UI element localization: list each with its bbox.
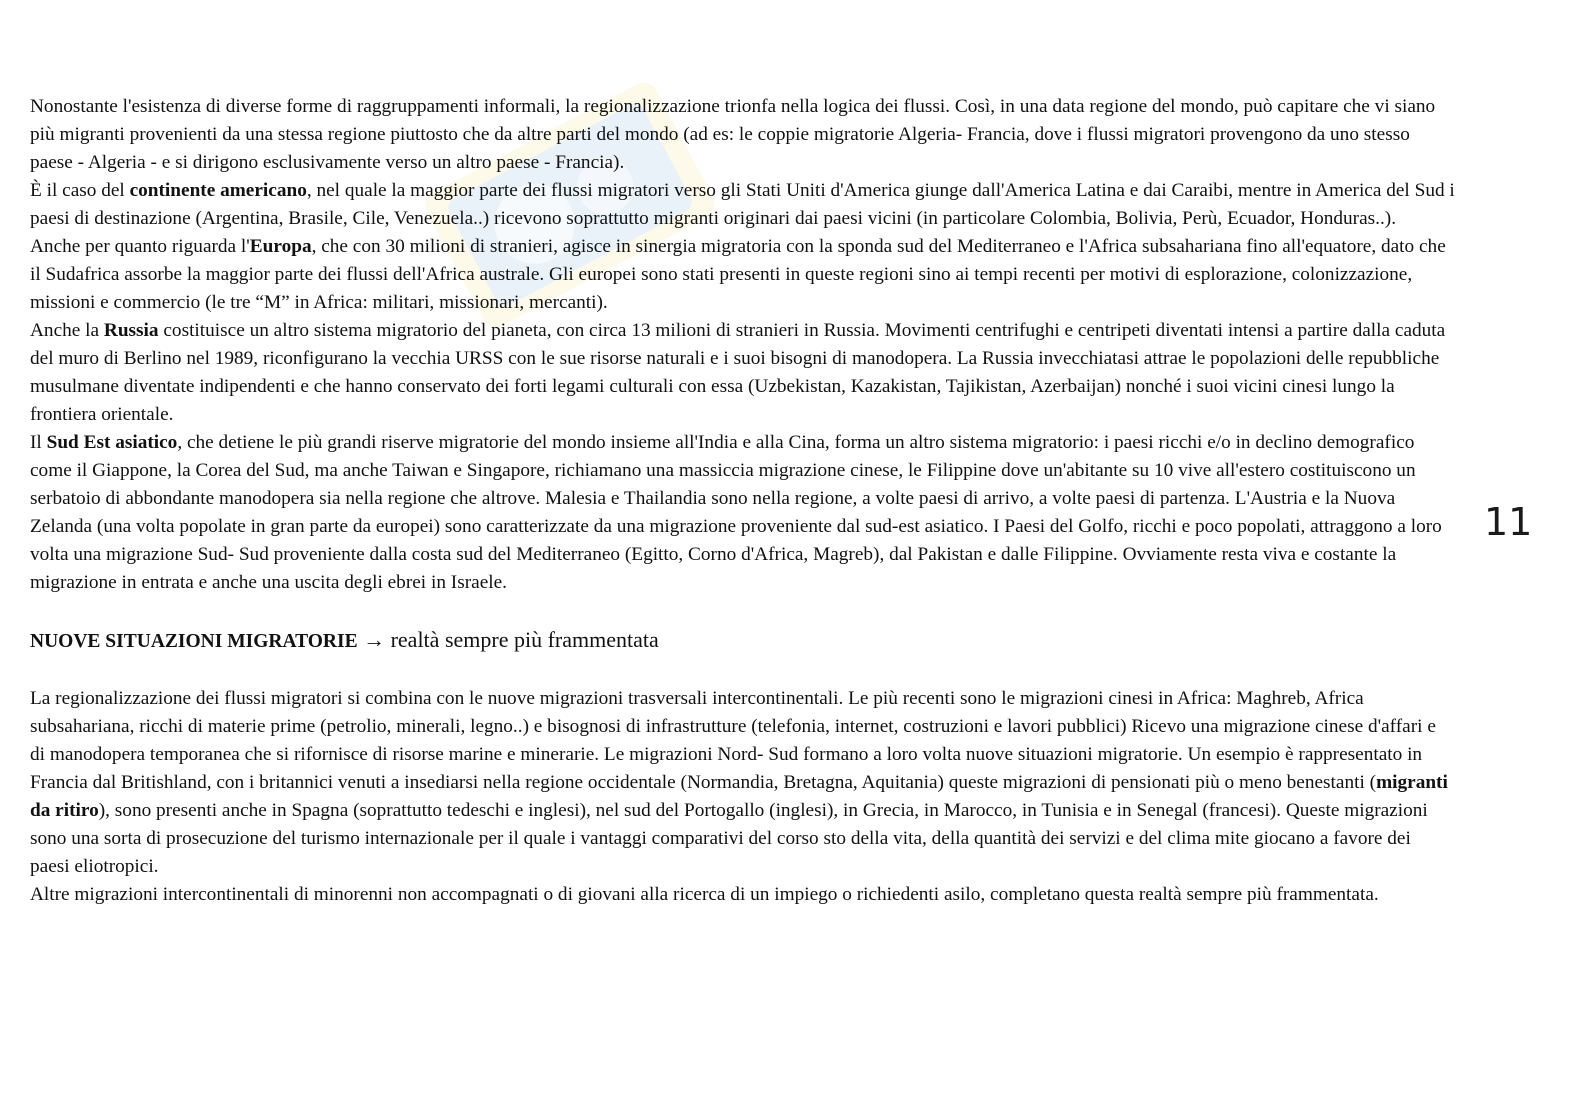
bold-term: Europa: [249, 236, 312, 257]
bold-term: continente americano: [129, 180, 307, 201]
paragraph-russia: Anche la Russia costituisce un altro sistema migratorio del pianeta, con circa 13 milioni di stranieri in Russia. Movimenti centrifughi e centripeti diventati intensi a partire dalla caduta del muro di Berlino nel 1989, riconfigurano la vecchia URSS con le sue risorse naturali e i suoi bisogni di manodopera. La Russia invecchiatasi attrae le popolazioni delle repubbliche musulmane diventate indipendenti e che hanno conservato dei forti legami culturali con essa (Uzbekistan, Kazakistan, Tajikistan, Azerbaijan) nonché i suoi vicini cinesi lungo la frontiera orientale.: [30, 320, 1446, 425]
paragraph-migrazioni-trasversali: La regionalizzazione dei flussi migratori si combina con le nuove migrazioni trasversali intercontinentali. Le più recenti sono le migrazioni cinesi in Africa: Maghreb, Africa subsahariana, ricchi di materie prime (petrolio, minerali, legno..) e bisognosi di infrastrutture (telefonia, internet, costruzioni e lavori pubblici) Ricevo una migrazione cinese d'affari e di manodopera temporanea che si rifornisce di risorse marine e minerarie. Le migrazioni Nord- Sud formano a loro volta nuove situazioni migratorie. Un esempio è rappresentato in Francia dal Britishland, con i britannici venuti a insediarsi nella regione occidentale (Normandia, Bretagna, Aquitania) queste migrazioni di pensionati più o meno benestanti (migranti da ritiro), sono presenti anche in Spagna (soprattutto tedeschi e inglesi), nel sud del Portogallo (inglesi), in Grecia, in Marocco, in Tunisia e in Senegal (francesi). Queste migrazioni sono una sorta di prosecuzione del turismo internazionale per il quale i vantaggi comparativi del corso sto della vita, della quantità dei servizi e del clima mite giocano a favore dei paesi eliotropici.: [30, 688, 1448, 877]
paragraph-minorenni: Altre migrazioni intercontinentali di minorenni non accompagnati o di giovani alla ricerca di un impiego o richiedenti asilo, completano questa realtà sempre più frammentata.: [30, 884, 1379, 905]
section-heading: NUOVE SITUAZIONI MIGRATORIE → realtà sempre più frammentata: [30, 627, 659, 652]
paragraph-sud-est-asiatico: Il Sud Est asiatico, che detiene le più grandi riserve migratorie del mondo insieme all'India e alla Cina, forma un altro sistema migratorio: i paesi ricchi e/o in declino demografico come il Giappone, la Corea del Sud, ma anche Taiwan e Singapore, richiamano una massiccia migrazione cinese, le Filippine dove un'abitante su 10 vive all'estero costituiscono un serbatoio di abbondante manodopera sia nella regione che altrove. Malesia e Thailandia sono nella regione, a volte paesi di arrivo, a volte paesi di partenza. L'Austria e la Nuova Zelanda (una volta popolate in gran parte da europei) sono caratterizzate da una migrazione proveniente dal sud-est asiatico. I Paesi del Golfo, ricchi e poco popolati, attraggono a loro volta una migrazione Sud- Sud proveniente dalla costa sud del Mediterraneo (Egitto, Corno d'Africa, Magreb), dal Pakistan e dalle Filippine. Ovviamente resta viva e costante la migrazione in entrata e anche una uscita degli ebrei in Israele.: [30, 432, 1442, 593]
page-number: 11: [1484, 500, 1533, 544]
bold-term: Sud Est asiatico: [46, 432, 178, 453]
paragraph-europa: Anche per quanto riguarda l'Europa, che con 30 milioni di stranieri, agisce in sinergia migratoria con la sponda sud del Mediterraneo e l'Africa subsahariana fino all'equatore, dato che il Sudafrica assorbe la maggior parte dei flussi dell'Africa australe. Gli europei sono stati presenti in queste regioni sino ai tempi recenti per motivi di esplorazione, colonizzazione, missioni e commercio (le tre “M” in Africa: militari, missionari, mercanti).: [30, 236, 1446, 313]
paragraph-continente-americano: È il caso del continente americano, nel quale la maggior parte dei flussi migratori verso gli Stati Uniti d'America giunge dall'America Latina e dai Caraibi, mentre in America del Sud i paesi di destinazione (Argentina, Brasile, Cile, Venezuela..) ricevono soprattutto migranti originari dai paesi vicini (in particolare Colombia, Bolivia, Perù, Ecuador, Honduras..).: [30, 180, 1455, 229]
paragraph-regionalizzazione: Nonostante l'esistenza di diverse forme di raggruppamenti informali, la regionalizzazione trionfa nella logica dei flussi. Così, in una data regione del mondo, può capitare che vi siano più migranti provenienti da una stessa regione piuttosto che da altre parti del mondo (ad es: le coppie migratorie Algeria- Francia, dove i flussi migratori provengono da uno stesso paese - Algeria - e si dirigono esclusivamente verso un altro paese - Francia).: [30, 96, 1436, 173]
bold-term: migranti da ritiro: [30, 772, 1448, 821]
bold-term: Russia: [103, 320, 159, 341]
document-body: [30, 93, 1455, 909]
